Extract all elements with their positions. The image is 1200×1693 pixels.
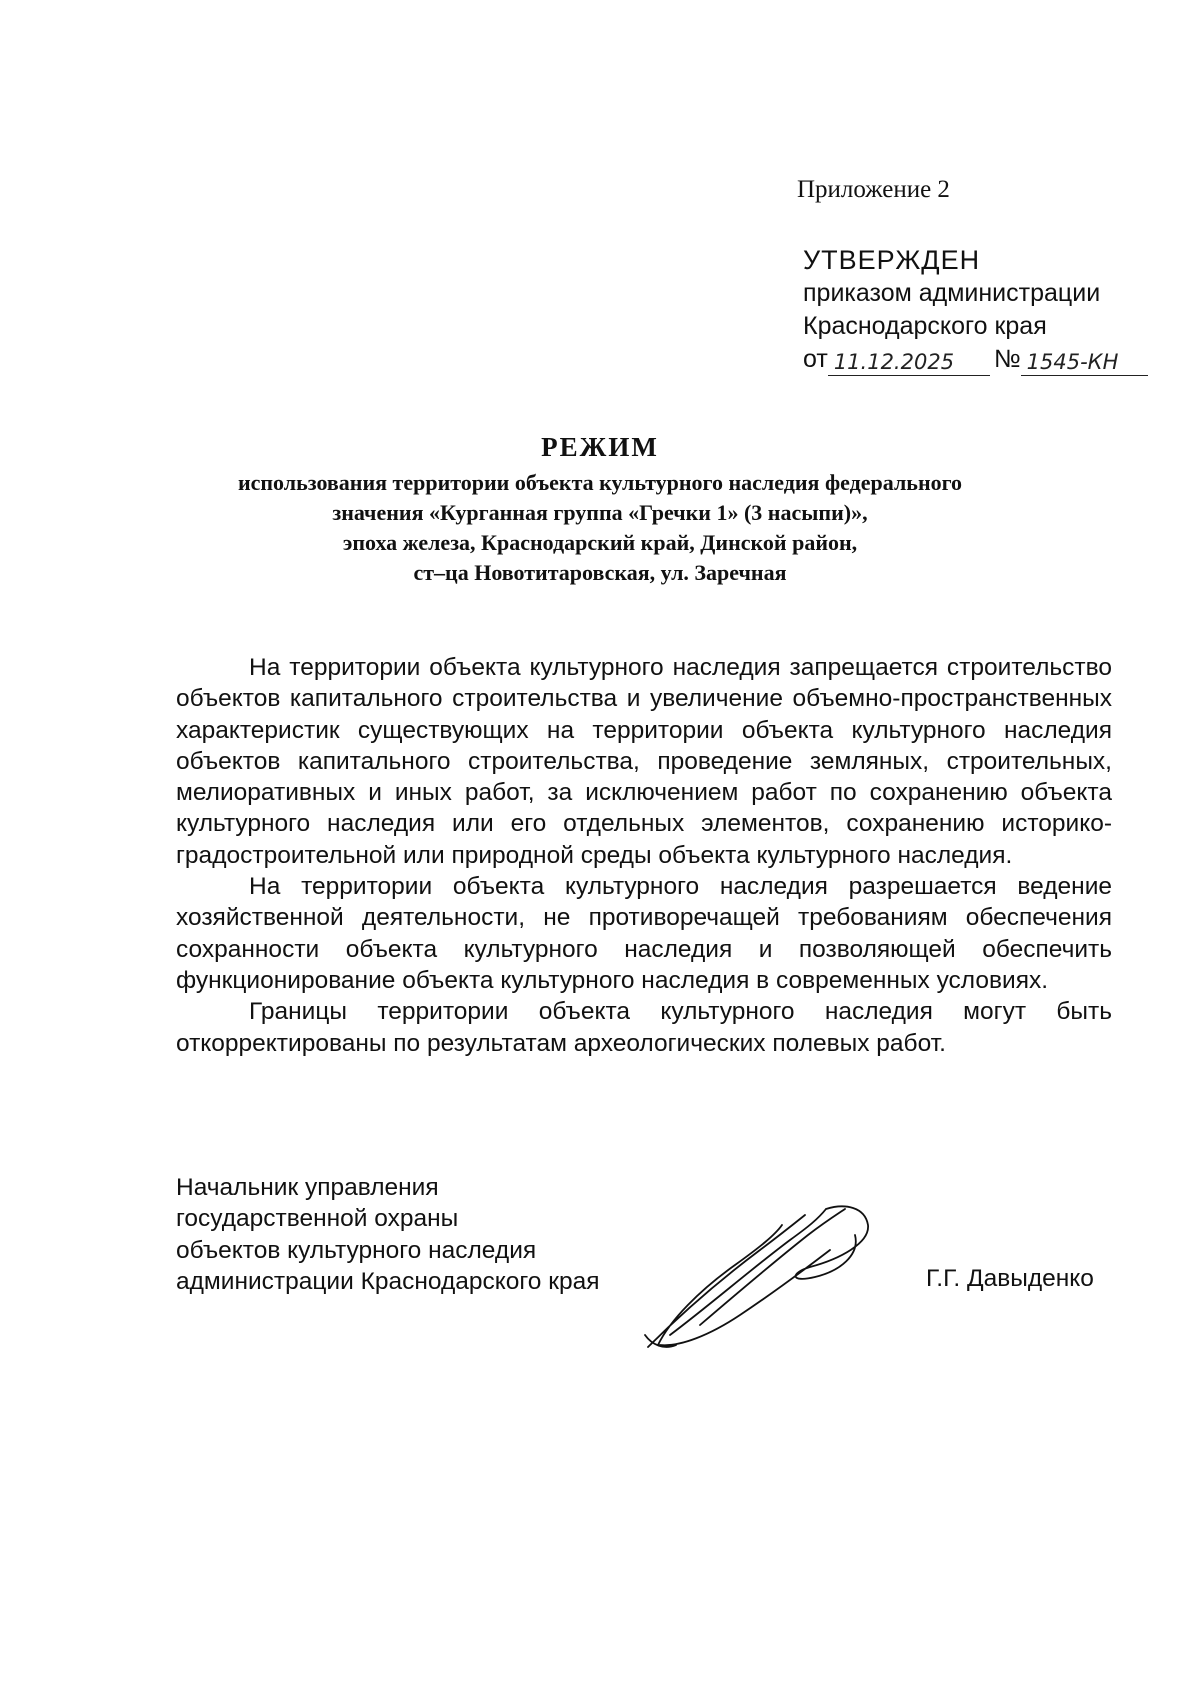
body-paragraph-2: На территории объекта культурного наследия разрешается ведение хозяйственной деятельности, не противоречащей требованиям обеспечения сохранности объекта культурного наследия и позволяющей обеспечить функционирование объекта культурного наследия в современных условиях.	[176, 873, 1112, 994]
document-subtitle	[0, 468, 1200, 588]
subtitle-line-2: значения «Курганная группа «Гречки 1» (3 насыпи)»,	[332, 500, 868, 525]
approval-line-1: приказом администрации	[803, 279, 1101, 307]
approval-block	[803, 244, 1148, 376]
position-line-3: объектов культурного наследия	[176, 1236, 537, 1264]
position-line-2: государственной охраны	[176, 1205, 459, 1233]
signatory-name: Г.Г. Давыденко	[926, 1265, 1094, 1292]
approval-line-2: Краснодарского края	[803, 312, 1047, 340]
subtitle-line-4: ст–ца Новотитаровская, ул. Заречная	[413, 560, 787, 585]
signatory-position	[176, 1172, 599, 1297]
subtitle-line-1: использования территории объекта культурного наследия федерального	[237, 470, 963, 495]
body-paragraph-1: На территории объекта культурного наследия запрещается строительство объектов капитального строительства и увеличение объемно-пространственных характеристик существующих на территории объекта культурного наследия объектов капитального строительства, проведение земляных, строительных, мелиоративных и иных работ, за исключением работ по сохранению объекта культурного наследия или его отдельных элементов, сохранению историко-градостроительной или природной среды объекта культурного наследия.	[176, 654, 1112, 869]
handwritten-date: 11.12.2025	[828, 349, 990, 376]
position-line-1: Начальник управления	[176, 1174, 439, 1201]
appendix-label: Приложение 2	[797, 176, 950, 203]
subtitle-line-3: эпоха железа, Краснодарский край, Динской район,	[342, 530, 858, 555]
position-line-4: администрации Краснодарского края	[176, 1267, 600, 1295]
order-details	[803, 343, 1148, 376]
handwritten-number: 1545-КН	[1021, 349, 1148, 376]
handwritten-signature	[640, 1195, 890, 1355]
approval-heading: УТВЕРЖДЕН	[803, 245, 981, 275]
document-body	[176, 652, 1112, 1059]
number-sign: №	[993, 345, 1021, 373]
body-paragraph-3: Границы территории объекта культурного наследия могут быть откорректированы по результатам археологических полевых работ.	[176, 998, 1112, 1057]
document-title: РЕЖИМ	[541, 432, 659, 462]
date-prefix: от	[803, 345, 828, 373]
